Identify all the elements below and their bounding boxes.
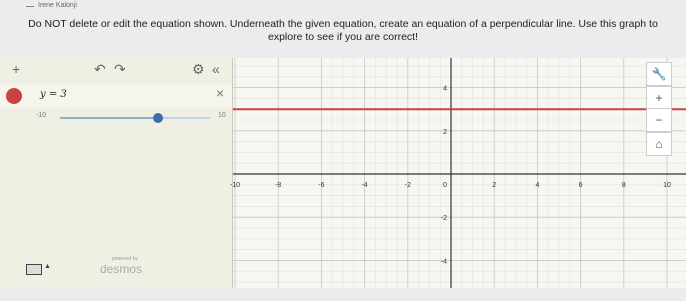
expression-toolbar (0, 58, 232, 82)
settings-gear-icon[interactable]: ⚙ (192, 61, 205, 77)
desmos-calculator (0, 58, 686, 288)
x-tick-label: -4 (361, 182, 368, 189)
add-item-button[interactable]: + (12, 61, 21, 77)
author-divider (26, 6, 34, 7)
slider-min[interactable]: -10 (36, 112, 47, 119)
x-tick-label: 6 (578, 182, 583, 189)
graph-svg (229, 58, 686, 288)
home-view-button[interactable]: ⌂ (646, 132, 672, 156)
delete-expression-icon[interactable]: × (216, 85, 225, 101)
y-tick-label: -2 (440, 215, 447, 223)
collapse-panel-button[interactable]: « (212, 61, 220, 77)
x-tick-label: -2 (404, 182, 411, 189)
x-tick-label: -6 (318, 182, 325, 189)
x-tick-label: -8 (275, 182, 282, 189)
slider-fill (60, 117, 158, 119)
y-tick-label: -4 (440, 258, 447, 266)
keyboard-icon[interactable] (26, 264, 42, 275)
expression-input[interactable]: y = 3 (40, 89, 67, 100)
graph-settings-wrench-icon[interactable]: 🔧 (646, 62, 672, 86)
zoom-out-button[interactable]: − (646, 108, 672, 132)
redo-button[interactable]: ↷ (114, 61, 126, 77)
graph-paper[interactable] (229, 58, 686, 288)
x-tick-label: 2 (492, 182, 497, 189)
slider-max[interactable]: 10 (218, 112, 226, 119)
slider-track[interactable] (60, 117, 210, 119)
x-tick-label: 10 (663, 182, 671, 189)
desmos-logo: desmos (100, 262, 143, 276)
x-tick-label: 0 (443, 182, 447, 189)
slider-row (0, 108, 232, 126)
author-name: Irene Kalonji (38, 2, 77, 9)
x-tick-label: 8 (621, 182, 626, 189)
zoom-in-button[interactable]: + (646, 86, 672, 110)
slider-thumb[interactable] (153, 113, 163, 123)
instructions-text: Do NOT delete or edit the equation shown. Underneath the given equation, create an equation of a perpendicular line. Use this graph to explore to see if you are correct! (28, 18, 658, 43)
expression-row-1[interactable] (0, 84, 232, 108)
y-tick-label: 2 (443, 128, 447, 136)
powered-by-label: powered by (112, 256, 138, 262)
undo-button[interactable]: ↶ (94, 61, 106, 77)
expression-panel (0, 58, 233, 288)
keyboard-caret-icon[interactable]: ▲ (44, 263, 51, 270)
x-tick-label: -10 (229, 182, 241, 189)
y-tick-label: 4 (443, 85, 447, 93)
expression-color-icon[interactable] (6, 88, 22, 104)
x-tick-label: 4 (535, 182, 540, 189)
